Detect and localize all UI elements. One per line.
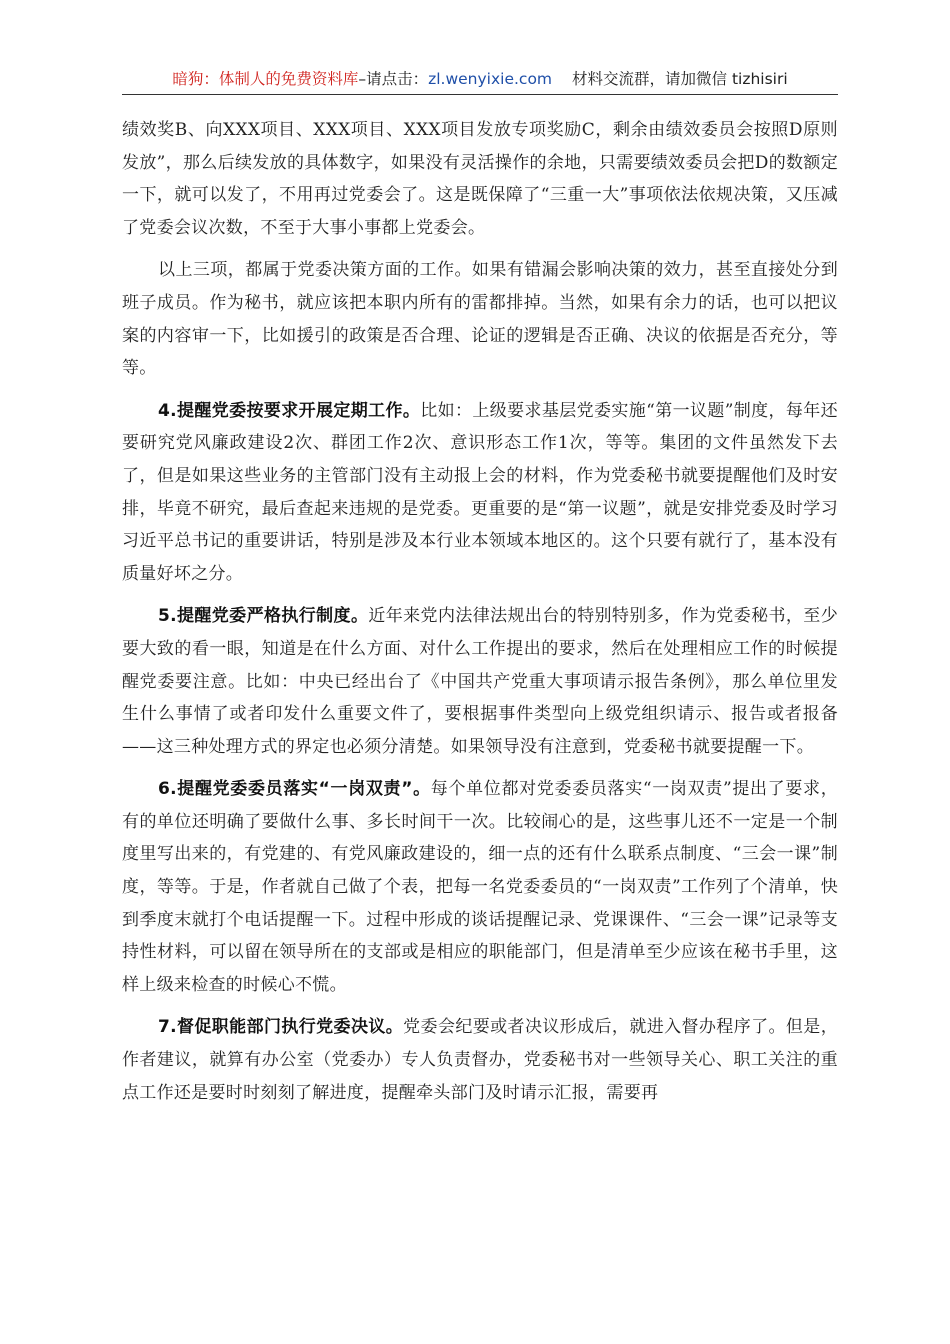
paragraph-summary	[122, 254, 838, 384]
paragraph-text: 比如：上级要求基层党委实施“第一议题”制度，每年还要研究党风廉政建设2次、群团工作2次、意识形态工作1次，等等。集团的文件虽然发下去了，但是如果这些业务的主管部门没有主动报上会的材料，作为党委秘书就要提醒他们及时安排，毕竟不研究，最后查起来违规的是党委。更重要的是“第一议题”，就是安排党委及时学习习近平总书记的重要讲话，特别是涉及本行业本领域本地区的。这个只要有就行了，基本没有质量好坏之分。	[122, 400, 838, 584]
paragraph-heading: 5.提醒党委严格执行制度。	[158, 606, 369, 627]
header-url-link[interactable]: zl.wenyixie.com	[428, 70, 553, 88]
paragraph-text: 近年来党内法律法规出台的特别特别多，作为党委秘书，至少要大致的看一眼，知道是在什么方面、对什么工作提出的要求，然后在处理相应工作的时候提醒党委要注意。比如：中央已经出台了《中国共产党重大事项请示报告条例》，那么单位里发生什么事情了或者印发什么重要文件了，要根据事件类型向上级党组织请示、报告或者报备——这三种处理方式的界定也必须分清楚。如果领导没有注意到，党委秘书就要提醒一下。	[122, 606, 838, 757]
document-body	[122, 114, 838, 1119]
paragraph-text: 绩效奖B、向XXX项目、XXX项目、XXX项目发放专项奖励C，剩余由绩效委员会按照D原则发放”，那么后续发放的具体数字，如果没有灵活操作的余地，只需要绩效委员会把D的数额定一下，就可以发了，不用再过党委会了。这是既保障了“三重一大”事项依法依规决策，又压减了党委会议次数，不至于大事小事都上党委会。	[122, 120, 838, 238]
header-group-text: 材料交流群，请加微信 tizhisiri	[572, 70, 788, 88]
paragraph-heading: 6.提醒党委委员落实“一岗双责”。	[158, 779, 431, 800]
header-click-prompt: –请点击：	[358, 70, 429, 88]
paragraph-item-4	[122, 395, 838, 591]
page-header	[122, 68, 838, 95]
paragraph-item-6	[122, 773, 838, 1001]
header-site-name: 暗狗：体制人的免费资料库	[172, 70, 359, 88]
paragraph-text: 以上三项，都属于党委决策方面的工作。如果有错漏会影响决策的效力，甚至直接处分到班子成员。作为秘书，就应该把本职内所有的雷都排掉。当然，如果有余力的话，也可以把议案的内容审一下，比如援引的政策是否合理、论证的逻辑是否正确、决议的依据是否充分，等等。	[122, 260, 838, 379]
paragraph-continuation	[122, 114, 838, 244]
paragraph-item-5	[122, 600, 838, 763]
paragraph-heading: 4.提醒党委按要求开展定期工作。	[158, 400, 421, 421]
paragraph-text: 党委会纪要或者决议形成后，就进入督办程序了。但是，作者建议，就算有办公室（党委办）专人负责督办，党委秘书对一些领导关心、职工关注的重点工作还是要时时刻刻了解进度，提醒牵头部门及时请示汇报，需要再	[122, 1017, 838, 1103]
paragraph-heading: 7.督促职能部门执行党委决议。	[158, 1017, 404, 1038]
paragraph-item-7	[122, 1011, 838, 1109]
paragraph-text: 每个单位都对党委委员落实“一岗双责”提出了要求，有的单位还明确了要做什么事、多长时间干一次。比较闹心的是，这些事儿还不一定是一个制度里写出来的，有党建的、有党风廉政建设的，细一点的还有什么联系点制度、“三会一课”制度，等等。于是，作者就自己做了个表，把每一名党委委员的“一岗双责”工作列了个清单，快到季度末就打个电话提醒一下。过程中形成的谈话提醒记录、党课课件、“三会一课”记录等支持性材料，可以留在领导所在的支部或是相应的职能部门，但是清单至少应该在秘书手里，这样上级来检查的时候心不慌。	[122, 779, 838, 995]
